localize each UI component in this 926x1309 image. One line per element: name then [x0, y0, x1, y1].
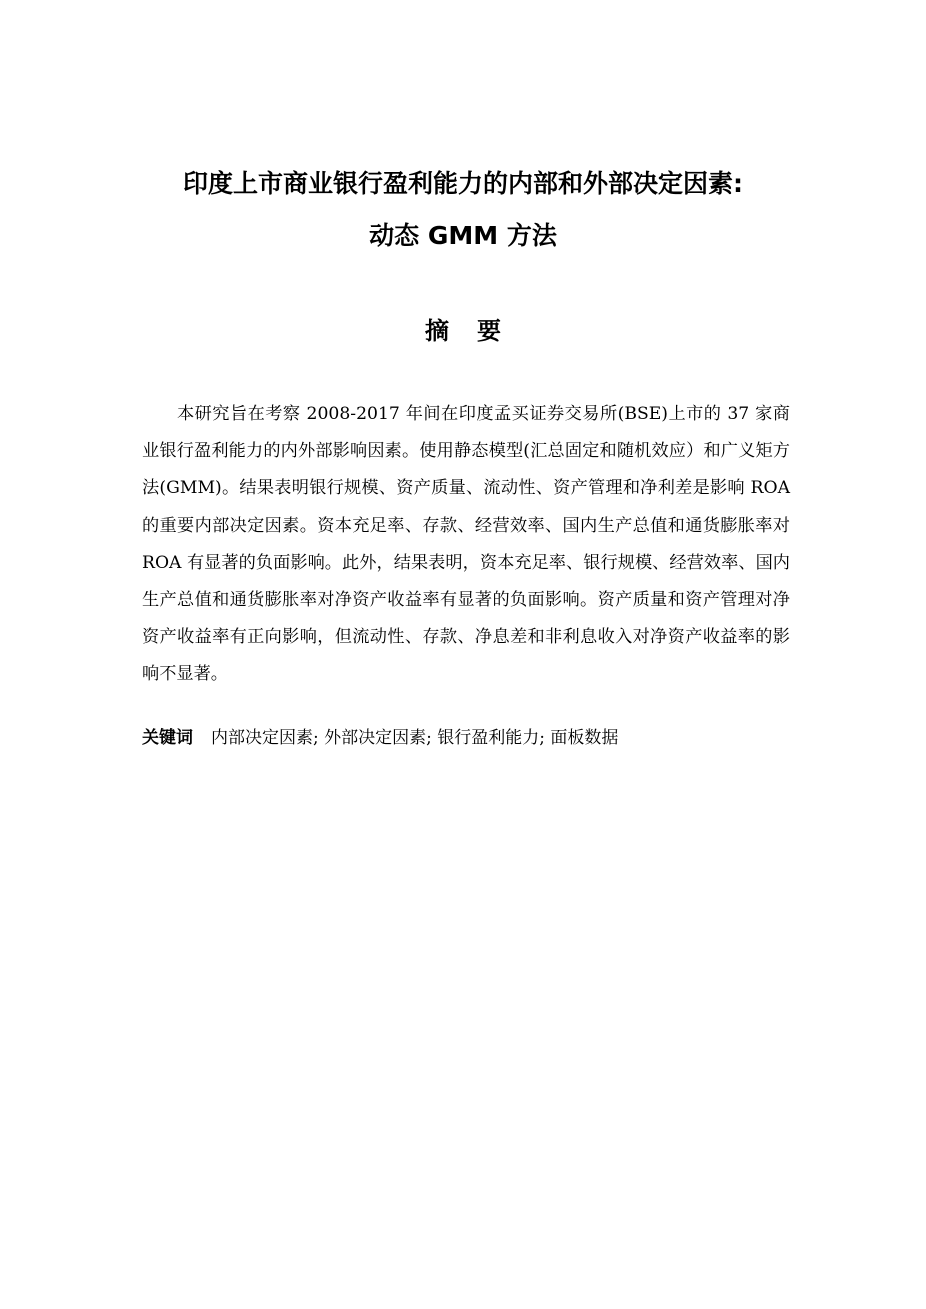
keywords-line — [142, 723, 790, 753]
abstract-heading: 摘要 — [425, 317, 529, 345]
abstract-body: 本研究旨在考察 2008-2017 年间在印度孟买证券交易所(BSE)上市的 37 家商业银行盈利能力的内外部影响因素。使用静态模型(汇总固定和随机效应）和广义矩方法(GMM)。结果表明银行规模、资产质量、流动性、资产管理和净利差是影响 ROA 的重要内部决定因素。资本充足率、存款、经营效率、国内生产总值和通货膨胀率对 ROA 有显著的负面影响。此外，结果表明，资本充足率、银行规模、经营效率、国内生产总值和通货膨胀率对净资产收益率有显著的负面影响。资产质量和资产管理对净资产收益率有正向影响，但流动性、存款、净息差和非利息收入对净资产收益率的影响不显著。 — [142, 404, 790, 685]
keywords-list: 内部决定因素; 外部决定因素; 银行盈利能力; 面板数据 — [211, 728, 619, 748]
paper-title-line-2: 动态 GMM 方法 — [369, 221, 557, 250]
keywords-label: 关键词 — [142, 728, 193, 748]
paper-title-line-1: 印度上市商业银行盈利能力的内部和外部决定因素: — [183, 169, 743, 198]
